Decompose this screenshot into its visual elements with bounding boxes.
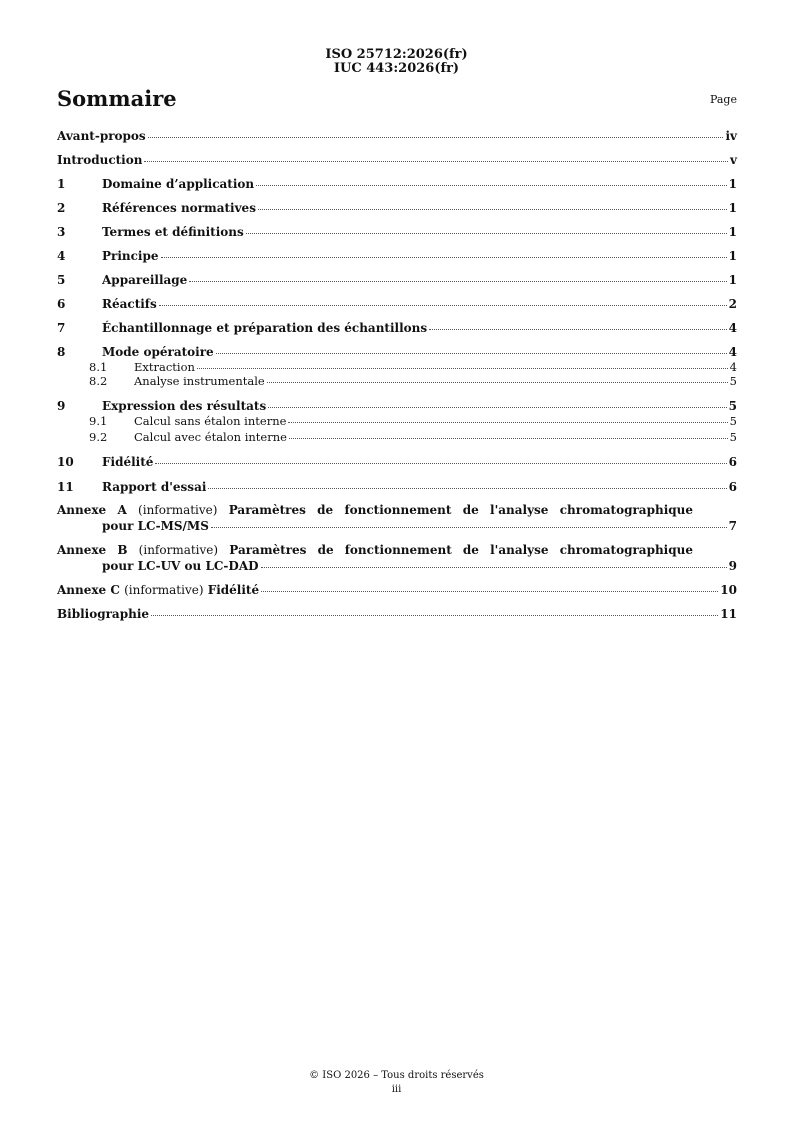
toc-entry-label: Échantillonnage et préparation des échantillons: [102, 321, 428, 335]
toc-entry-label: Bibliographie: [57, 607, 150, 621]
toc-entry-number: 3: [57, 225, 66, 239]
toc-entry-7[interactable]: [57, 320, 737, 336]
dot-leader: [148, 136, 724, 138]
document-header: [0, 48, 793, 76]
dot-leader: [268, 406, 726, 408]
toc-entry-number: 8: [57, 345, 66, 359]
toc-entry-8-1[interactable]: [57, 360, 737, 374]
dot-leader: [151, 614, 718, 616]
standard-reference-iso: ISO 25712:2026(fr): [325, 47, 468, 62]
toc-entry-number: 11: [57, 480, 74, 494]
toc-entry-8[interactable]: [57, 344, 737, 360]
toc-page-number: 5: [729, 430, 737, 444]
toc-entry-annex-c[interactable]: [57, 582, 737, 598]
copyright-notice: © ISO 2026 – Tous droits réservés: [309, 1070, 484, 1081]
toc-entry-label: Rapport d'essai: [102, 480, 207, 494]
toc-entry-label: pour LC-MS/MS: [102, 519, 209, 533]
page-number: iii: [391, 1084, 402, 1095]
toc-page-number: 4: [728, 345, 737, 359]
toc-page-number: 2: [728, 297, 737, 311]
toc-page-number: 1: [728, 249, 737, 263]
dot-leader: [161, 256, 727, 258]
toc-page-number: 11: [720, 607, 737, 621]
toc-entry-11[interactable]: [57, 479, 737, 495]
annex-title: Fidélité: [207, 583, 260, 597]
toc-entry-label: Expression des résultats: [102, 399, 267, 413]
toc-entry-label: [57, 582, 259, 598]
toc-entry-number: 7: [57, 321, 66, 335]
annex-prefix: Annexe A: [57, 503, 127, 517]
toc-page-number: 6: [728, 455, 737, 469]
toc-page-number: v: [730, 153, 737, 167]
toc-entry-annex-a[interactable]: [57, 502, 737, 534]
toc-page-number: 5: [729, 414, 737, 428]
dot-leader: [144, 160, 728, 162]
dot-leader: [261, 566, 727, 568]
toc-entry-label: Avant-propos: [57, 129, 146, 143]
dot-leader: [256, 184, 727, 186]
toc-entry-introduction[interactable]: [57, 152, 737, 168]
toc-entry-label: Introduction: [57, 153, 143, 167]
dot-leader: [159, 304, 727, 306]
toc-entry-label: Principe: [102, 249, 159, 263]
dot-leader: [189, 280, 726, 282]
toc-entry-label: Appareillage: [102, 273, 188, 287]
toc-entry-label: Réactifs: [102, 297, 157, 311]
toc-entry-avant-propos[interactable]: [57, 128, 737, 144]
toc-entry-number: 6: [57, 297, 66, 311]
toc-page-number: 6: [728, 480, 737, 494]
toc-entry-number: 9.1: [89, 414, 108, 428]
toc-entry-label: Calcul avec étalon interne: [134, 430, 287, 444]
dot-leader: [261, 590, 718, 592]
toc-page-number: 1: [728, 273, 737, 287]
toc-entry-label: Domaine d’application: [102, 177, 255, 191]
annex-prefix: Annexe C: [57, 583, 120, 597]
toc-page-number: 4: [728, 321, 737, 335]
dot-leader: [288, 421, 727, 423]
toc-entry-bibliographie[interactable]: [57, 606, 737, 622]
toc-entry-4[interactable]: [57, 248, 737, 264]
toc-entry-label: Mode opératoire: [102, 345, 214, 359]
toc-page-number: 7: [728, 519, 737, 533]
toc-entry-2[interactable]: [57, 200, 737, 216]
dot-leader: [246, 232, 727, 234]
toc-title-row: [57, 86, 737, 112]
dot-leader: [267, 381, 728, 383]
toc-entry-number: 4: [57, 249, 66, 263]
toc-page-number: 5: [728, 399, 737, 413]
annex-title-line: [57, 542, 693, 558]
toc-entry-10[interactable]: [57, 454, 737, 470]
annex-title: Paramètres de fonctionnement de l'analyse chromatographique: [229, 543, 693, 557]
annex-title: Paramètres de fonctionnement de l'analyse chromatographique: [228, 503, 693, 517]
dot-leader: [258, 208, 727, 210]
toc-page-number: 10: [720, 583, 737, 597]
toc-page-number: 9: [728, 559, 737, 573]
toc-entry-number: 10: [57, 455, 74, 469]
dot-leader: [211, 526, 727, 528]
dot-leader: [216, 352, 727, 354]
toc-entry-number: 2: [57, 201, 66, 215]
annex-qualifier: (informative): [124, 583, 204, 597]
page-column-label: Page: [709, 93, 737, 106]
standard-reference-iuc: IUC 443:2026(fr): [333, 61, 460, 76]
annex-title-continuation: [57, 518, 737, 534]
toc-entry-label: Fidélité: [102, 455, 154, 469]
toc-entry-5[interactable]: [57, 272, 737, 288]
annex-qualifier: (informative): [138, 543, 219, 557]
annex-title-line: [57, 502, 693, 518]
dot-leader: [155, 462, 726, 464]
toc-entry-6[interactable]: [57, 296, 737, 312]
annex-prefix: Annexe B: [57, 543, 128, 557]
toc-title: Sommaire: [57, 86, 177, 111]
toc-entry-label: Extraction: [134, 360, 195, 374]
toc-entry-number: 1: [57, 177, 66, 191]
dot-leader: [197, 367, 728, 369]
toc-entry-number: 9: [57, 399, 66, 413]
toc-entry-3[interactable]: [57, 224, 737, 240]
toc-entry-9-1[interactable]: [57, 414, 737, 428]
toc-entry-number: 8.2: [89, 374, 108, 388]
toc-entry-label: Calcul sans étalon interne: [134, 414, 287, 428]
page-footer: [0, 1069, 793, 1097]
toc-entry-1[interactable]: [57, 176, 737, 192]
toc-entry-label: Références normatives: [102, 201, 256, 215]
toc-entry-9-2[interactable]: [57, 430, 737, 444]
annex-qualifier: (informative): [138, 503, 218, 517]
toc-entry-label: Termes et définitions: [102, 225, 244, 239]
dot-leader: [429, 328, 727, 330]
toc-entry-label: Analyse instrumentale: [134, 374, 265, 388]
toc-page-number: iv: [725, 129, 737, 143]
annex-title-continuation: [57, 558, 737, 574]
dot-leader: [289, 437, 728, 439]
toc-entry-number: 8.1: [89, 360, 108, 374]
toc-entry-annex-b[interactable]: [57, 542, 737, 574]
toc-page-number: 1: [728, 201, 737, 215]
toc-entry-number: 9.2: [89, 430, 108, 444]
toc-page-number: 1: [728, 225, 737, 239]
dot-leader: [208, 487, 726, 489]
toc-page-number: 1: [728, 177, 737, 191]
toc-entry-number: 5: [57, 273, 66, 287]
toc-page-number: 5: [729, 374, 737, 388]
toc-entry-8-2[interactable]: [57, 374, 737, 388]
toc-entry-9[interactable]: [57, 398, 737, 414]
toc-page-number: 4: [729, 360, 737, 374]
toc-entry-label: pour LC-UV ou LC-DAD: [102, 559, 259, 573]
